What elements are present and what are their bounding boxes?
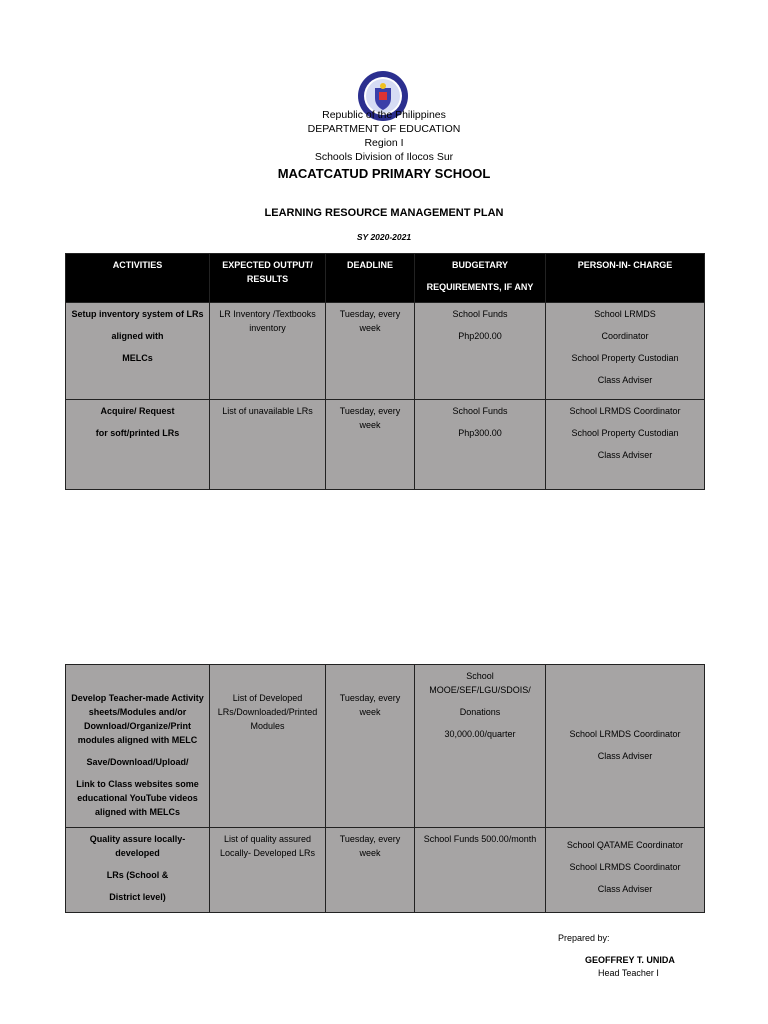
output-cell: List of quality assured Locally- Developed LRs [210,828,326,913]
republic-line: Republic of the Philippines [322,109,446,121]
preparer-name: GEOFFREY T. UNIDA [585,955,675,965]
budget-cell: School MOOE/SEF/LGU/SDOIS/ Donations 30,000.00/quarter [415,665,546,828]
deadline-cell: Tuesday, every week [326,303,415,400]
person-cell: School LRMDS Coordinator Class Adviser [546,665,705,828]
column-header: PERSON-IN- CHARGE [546,254,705,303]
budget-cell: School Funds Php300.00 [415,400,546,490]
plan-title: LEARNING RESOURCE MANAGEMENT PLAN [264,207,504,219]
activity-cell: Setup inventory system of LRs aligned with MELCs [66,303,210,400]
column-header: DEADLINE [326,254,415,303]
preparer-position: Head Teacher I [598,968,659,978]
table-header-row [66,254,705,303]
activity-cell: Acquire/ Request for soft/printed LRs [66,400,210,490]
deadline-cell: Tuesday, every week [326,828,415,913]
person-cell: School QATAME Coordinator School LRMDS Coordinator Class Adviser [546,828,705,913]
plan-table-part-2 [65,664,705,913]
output-cell: LR Inventory /Textbooks inventory [210,303,326,400]
school-name: MACATCATUD PRIMARY SCHOOL [277,166,491,181]
column-header: BUDGETARY REQUIREMENTS, IF ANY [415,254,546,303]
deadline-cell: Tuesday, every week [326,400,415,490]
prepared-by-label: Prepared by: [558,933,610,943]
school-year: SY 2020-2021 [356,232,412,242]
output-cell: List of unavailable LRs [210,400,326,490]
budget-cell: School Funds Php200.00 [415,303,546,400]
activity-cell: Develop Teacher-made Activity sheets/Modules and/or Download/Organize/Print modules aligned with MELC Save/Download/Upload/ Link to Class websites some educational YouTube videos aligned with MELCs [66,665,210,828]
output-cell: List of Developed LRs/Downloaded/Printed Modules [210,665,326,828]
activity-cell: Quality assure locally-developed LRs (School & District level) [66,828,210,913]
table-row [66,828,705,913]
region-line: Region I [364,137,404,149]
table-row [66,665,705,828]
department-line: DEPARTMENT OF EDUCATION [307,123,461,135]
deadline-cell: Tuesday, every week [326,665,415,828]
division-line: Schools Division of Ilocos Sur [314,151,454,163]
person-cell: School LRMDS Coordinator School Property Custodian Class Adviser [546,303,705,400]
table-row [66,400,705,490]
person-cell: School LRMDS Coordinator School Property Custodian Class Adviser [546,400,705,490]
table-row [66,303,705,400]
budget-cell: School Funds 500.00/month [415,828,546,913]
plan-table-part-1 [65,253,705,490]
column-header: ACTIVITIES [66,254,210,303]
column-header: EXPECTED OUTPUT/ RESULTS [210,254,326,303]
